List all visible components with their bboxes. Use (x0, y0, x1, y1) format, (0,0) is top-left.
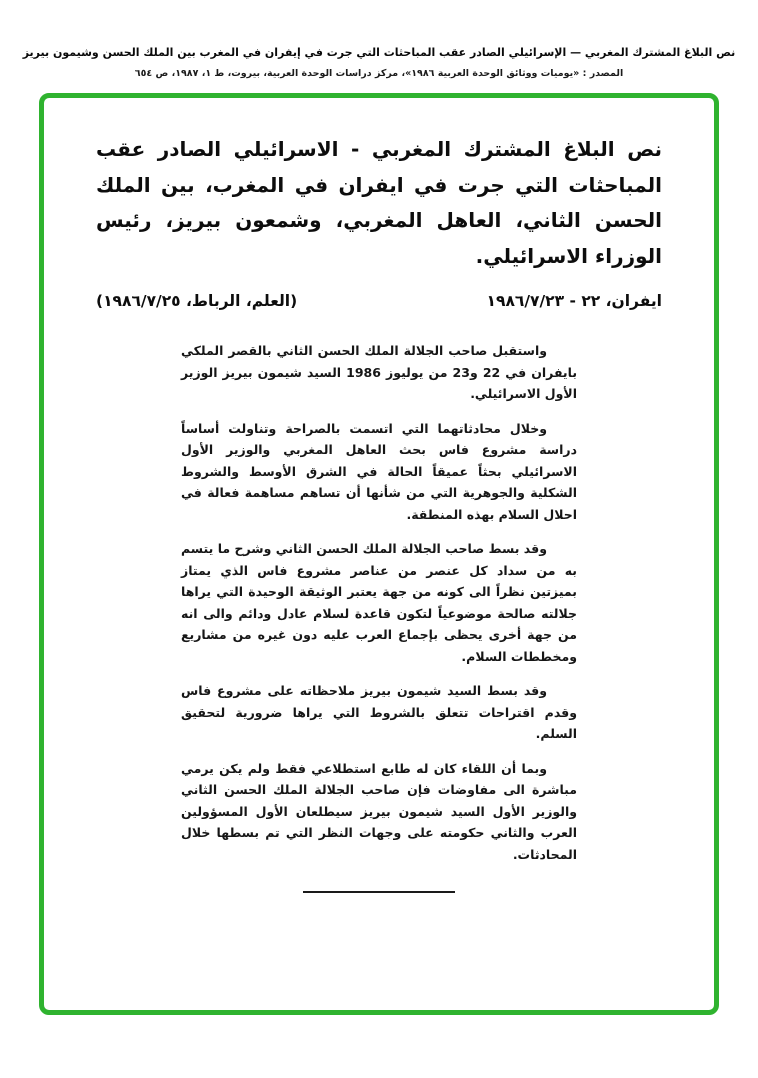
document-body (181, 340, 577, 893)
document-frame (39, 93, 719, 1015)
dateline-source: (العلم، الرباط، ١٩٨٦/٧/٢٥) (96, 292, 298, 311)
dateline-location: ايفران، ٢٢ - ١٩٨٦/٧/٢٣ (486, 292, 662, 311)
paragraph: وقد بسط السيد شيمون بيريز ملاحظاته على مشروع فاس وقدم اقتراحات تتعلق بالشروط التي يراها ضرورية لتحقيق السلم. (181, 683, 577, 742)
document-title: نص البلاغ المشترك المغربي - الاسرائيلي الصادر عقب المباحثات التي جرت في ايفران في المغرب، بين الملك الحسن الثاني، العاهل المغربي، وشمعون بيريز، رئيس الوزراء الاسرائيلي. (96, 137, 662, 268)
dateline (96, 292, 662, 310)
source-caption: المصدر : «يوميات ووثائق الوحدة العربية ١٩٨٦»، مركز دراسات الوحدة العربية، بيروت، ط ١، ١٩٨٧، ص ٦٥٤ (134, 68, 624, 79)
end-divider (303, 891, 455, 893)
paragraph: وقد بسط صاحب الجلالة الملك الحسن الثاني وشرح ما يتسم به من سداد كل عنصر من عناصر مشروع فاس الذي يمتاز بميزتين نظراً الى كونه من جهة يعتبر الوثيقة الوحيدة التي يراها جلالته صالحة موضوعياً لتكون قاعدة لسلام عادل ودائم والى انه من جهة أخرى يحظى بإجماع العرب عليه دون غيره من مشاريع ومخططات السلام. (181, 541, 577, 664)
paragraph: وبما أن اللقاء كان له طابع استطلاعي فقط ولم يكن يرمي مباشرة الى مفاوضات فإن صاحب الجلالة الملك الحسن الثاني والوزير الأول السيد شيمون بيريز سيطلعان الأول المسؤولين العرب والثاني حكومته على وجهات النظر التي تم بسطها خلال المحادثات. (181, 760, 577, 862)
paragraph: واستقبل صاحب الجلالة الملك الحسن الثاني بالقصر الملكي بايفران في 22 و23 من يوليوز 1986 السيد شيمون بيريز الوزير الأول الاسرائيلي. (181, 343, 578, 402)
top-caption: نص البلاغ المشترك المغربي — الإسرائيلي الصادر عقب المباحثات التي جرت في إيفران في المغرب بين الملك الحسن وشيمون بيريز (22, 46, 736, 59)
paragraph: وخلال محادثاتهما التي اتسمت بالصراحة وتناولت أساساً دراسة مشروع فاس بحث العاهل المغربي والوزير الأول الاسرائيلي بحثاً عميقاً الحالة في الشرق الأوسط والشروط الشكلية والجوهرية التي من شأنها أن تساهم مساهمة فعالة في احلال السلام بهذه المنطقة. (181, 420, 577, 522)
